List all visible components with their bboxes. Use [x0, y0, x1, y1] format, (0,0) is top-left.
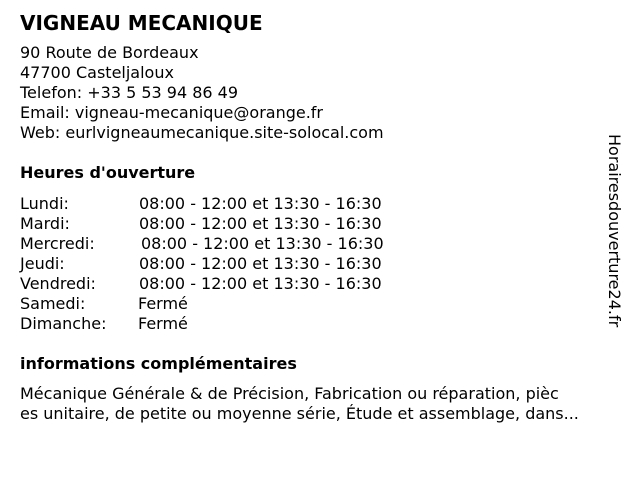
- opening-hours-heading: Heures d'ouverture: [20, 163, 196, 182]
- phone-number[interactable]: Telefon: +33 5 53 94 86 49: [20, 83, 239, 102]
- contact-block: [20, 43, 384, 143]
- day-label: Mardi:: [20, 214, 70, 233]
- address-line-2: 47700 Casteljaloux: [20, 63, 174, 82]
- description-line-1: Mécanique Générale & de Précision, Fabrication ou réparation, pièc: [20, 384, 559, 403]
- day-hours: 08:00 - 12:00 et 13:30 - 16:30: [139, 214, 382, 233]
- site-watermark: [605, 134, 636, 344]
- day-label: Jeudi:: [20, 254, 65, 273]
- day-label: Mercredi:: [20, 234, 95, 253]
- additional-info-heading: informations complémentaires: [20, 354, 297, 373]
- site-watermark-text: Horairesdouverture24.fr: [605, 134, 624, 328]
- day-label: Dimanche:: [20, 314, 107, 333]
- website-link[interactable]: Web: eurlvigneaumecanique.site-solocal.com: [20, 123, 384, 142]
- business-name: VIGNEAU MECANIQUE: [20, 11, 263, 35]
- day-label: Lundi:: [20, 194, 69, 213]
- email-address[interactable]: Email: vigneau-mecanique@orange.fr: [20, 103, 324, 122]
- day-hours: Fermé: [138, 294, 188, 313]
- additional-info-text: [20, 384, 632, 424]
- day-label: Samedi:: [20, 294, 86, 313]
- day-label: Vendredi:: [20, 274, 96, 293]
- day-hours: 08:00 - 12:00 et 13:30 - 16:30: [139, 194, 382, 213]
- day-hours: 08:00 - 12:00 et 13:30 - 16:30: [141, 234, 384, 253]
- day-hours: Fermé: [138, 314, 188, 333]
- day-hours: 08:00 - 12:00 et 13:30 - 16:30: [139, 274, 382, 293]
- description-line-2: es unitaire, de petite ou moyenne série, Étude et assemblage, dans...: [20, 404, 579, 423]
- day-hours: 08:00 - 12:00 et 13:30 - 16:30: [139, 254, 382, 273]
- address-line-1: 90 Route de Bordeaux: [20, 43, 199, 62]
